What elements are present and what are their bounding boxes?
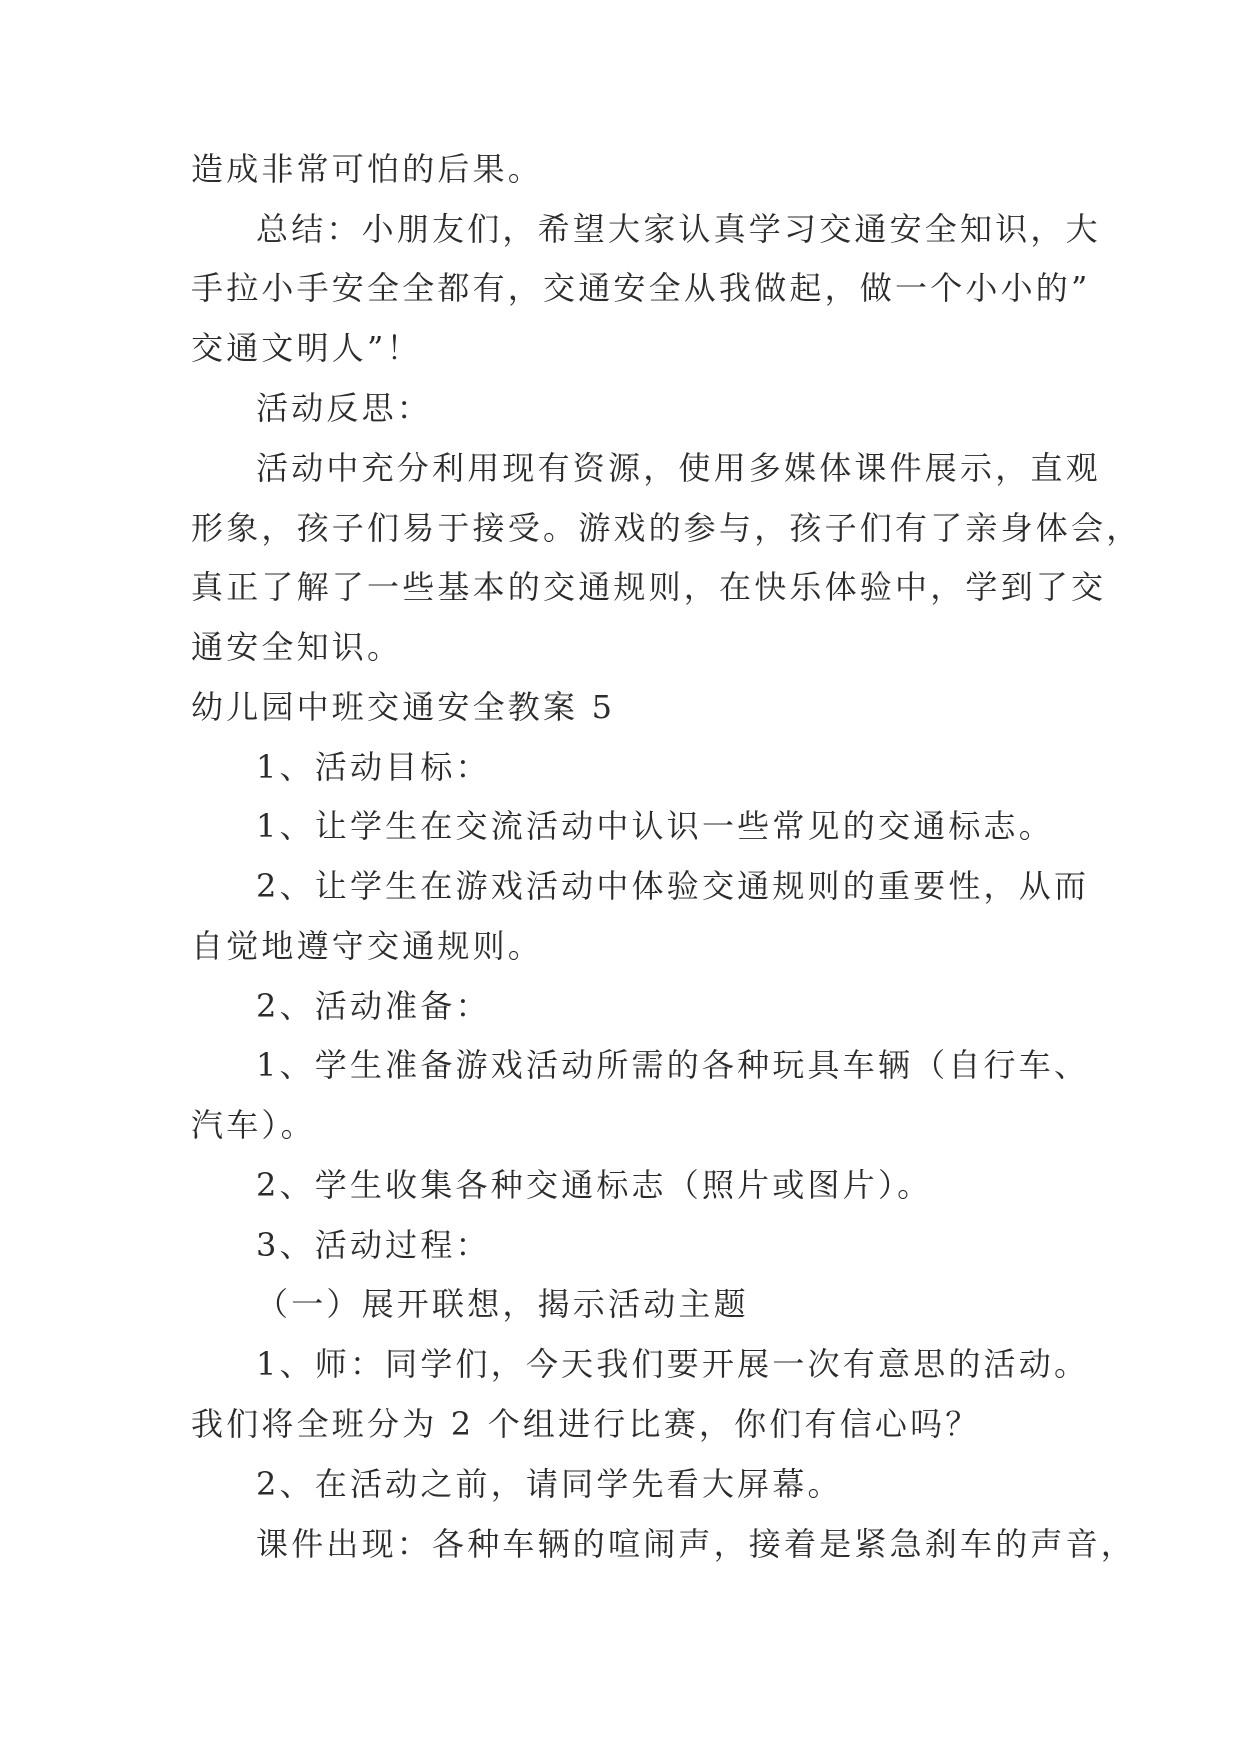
section-title: 幼儿园中班交通安全教案 5 [191,688,616,726]
text-line: 真正了解了一些基本的交通规则，在快乐体验中，学到了交 [191,568,1107,606]
text-line: 形象，孩子们易于接受。游戏的参与，孩子们有了亲身体会， [191,509,1142,547]
text-line: 3、活动过程： [256,1226,491,1264]
text-line: 1、让学生在交流活动中认识一些常见的交通标志。 [256,807,1054,845]
text-line: 课件出现：各种车辆的喧闹声，接着是紧急刹车的声音， [256,1525,1137,1563]
text-line: 1、师：同学们，今天我们要开展一次有意思的活动。 [256,1345,1090,1383]
text-line: 活动反思： [256,389,433,427]
text-line: 总结：小朋友们，希望大家认真学习交通安全知识，大 [256,210,1101,248]
text-line: 造成非常可怕的后果。 [191,150,544,188]
text-line: 通安全知识。 [191,628,403,666]
text-line: 汽车）。 [191,1106,316,1144]
text-line: 我们将全班分为 2 个组进行比赛，你们有信心吗？ [191,1405,981,1443]
text-line: 交通文明人”！ [191,329,422,367]
text-line: 2、活动准备： [256,987,491,1025]
text-line: 活动中充分利用现有资源，使用多媒体课件展示，直观 [256,449,1101,487]
text-line: 2、在活动之前，请同学先看大屏幕。 [256,1465,843,1503]
text-line: 手拉小手安全全都有，交通安全从我做起，做一个小小的” [191,269,1091,307]
text-line: 2、让学生在游戏活动中体验交通规则的重要性，从而 [256,867,1090,905]
text-line: （一）展开联想，揭示活动主题 [256,1285,749,1323]
text-line: 1、活动目标： [256,748,491,786]
text-line: 2、学生收集各种交通标志（照片或图片）。 [256,1166,933,1204]
text-line: 1、学生准备游戏活动所需的各种玩具车辆（自行车、 [256,1046,1090,1084]
text-line: 自觉地遵守交通规则。 [191,927,544,965]
